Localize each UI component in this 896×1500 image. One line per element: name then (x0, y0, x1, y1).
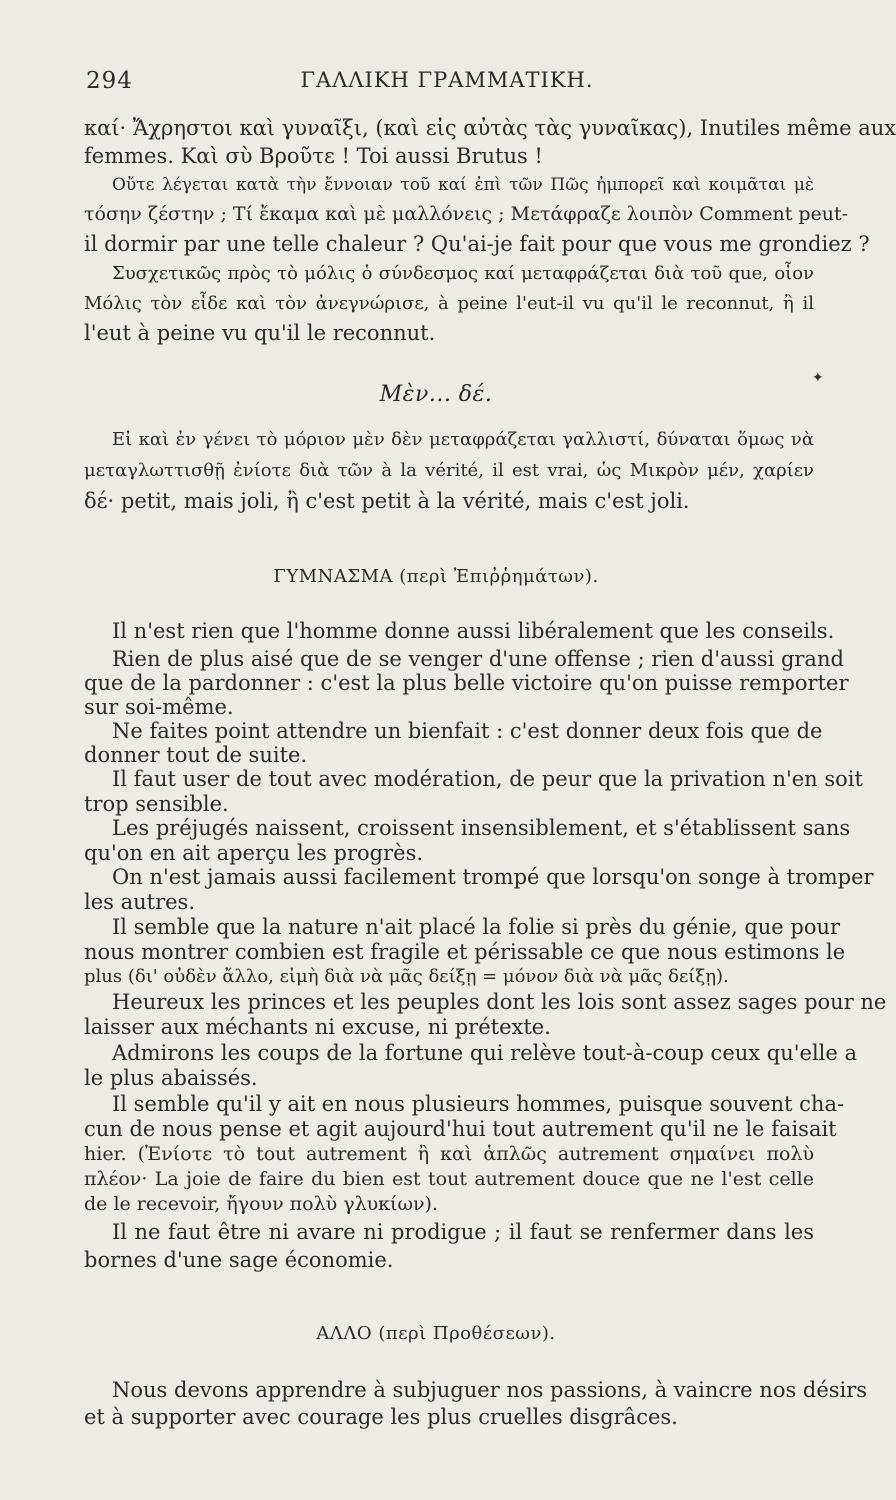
text-line: de le recevoir, ἤγουν πολὺ γλυκίων). (84, 1193, 438, 1215)
text-line: Εἰ καὶ ἐν γένει τὸ μόριον μὲν δὲν μεταφράζεται γαλλιστί, δύναται ὅμως νὰ (112, 429, 814, 450)
page-number: 294 (86, 68, 133, 94)
text-line: Il semble qu'il y ait en nous plusieurs hommes, puisque souvent cha- (112, 1092, 845, 1116)
text-line: sur soi-même. (84, 695, 234, 719)
text-line: plus (δι' οὐδὲν ἄλλο, εἰμὴ διὰ νὰ μᾶς δείξῃ = μόνον διὰ νὰ μᾶς δείξῃ). (84, 966, 729, 987)
text-line: On n'est jamais aussi facilement trompé que lorsqu'on songe à tromper (112, 865, 874, 889)
text-line: cun de nous pense et agit aujourd'hui tout autrement qu'il ne le faisait (84, 1117, 837, 1141)
text-line: καί· Ἄχρηστοι καὶ γυναῖξι, (καὶ εἰς αὐτὰς τὰς γυναῖκας), Inutiles même aux (84, 116, 896, 140)
text-line: τόσην ζέστην ; Τί ἔκαμα καὶ μὲ μαλλόνεις ; Μετάφραζε λοιπὸν Comment peut- (84, 203, 849, 225)
text-line: femmes. Καὶ σὺ Βροῦτε ! Toi aussi Brutus ! (84, 144, 543, 168)
text-line: Il faut user de tout avec modération, de peur que la privation n'en soit (112, 767, 863, 791)
text-line: le plus abaissés. (84, 1066, 258, 1090)
text-line: Nous devons apprendre à subjuguer nos passions, à vaincre nos désirs (112, 1378, 868, 1402)
text-line: l'eut à peine vu qu'il le reconnut. (84, 321, 436, 345)
text-line: Ne faites point attendre un bienfait : c'est donner deux fois que de (112, 719, 823, 743)
text-line: μεταγλωττισθῇ ἐνίοτε διὰ τῶν à la vérité, il est vrai, ὡς Μικρὸν μέν, χαρίεν (84, 460, 814, 481)
section-heading-exercise: ΓΥΜΝΑΣΜΑ (περὶ Ἐπιῤῥημάτων). (273, 566, 599, 587)
text-line: Les préjugés naissent, croissent insensiblement, et s'établissent sans (112, 816, 851, 840)
text-line: et à supporter avec courage les plus cruelles disgrâces. (84, 1405, 678, 1429)
text-line: Οὔτε λέγεται κατὰ τὴν ἔννοιαν τοῦ καί ἐπὶ τῶν Πῶς ἠμπορεῖ καὶ κοιμᾶται μὲ (112, 175, 814, 195)
text-line: πλέον· La joie de faire du bien est tout autrement douce que ne l'est celle (84, 1168, 814, 1190)
text-line: Heureux les princes et les peuples dont les lois sont assez sages pour ne (112, 990, 887, 1014)
text-line: les autres. (84, 890, 195, 914)
ink-mark: ✦ (812, 370, 824, 386)
text-line: hier. (Ἐνίοτε τὸ tout autrement ἢ καὶ ἁπλῶς autrement σημαίνει πολὺ (84, 1143, 814, 1165)
text-line: laisser aux méchants ni excuse, ni prétexte. (84, 1015, 551, 1039)
running-title: ΓΑΛΛΙΚΗ ΓΡΑΜΜΑΤΙΚΗ. (300, 68, 594, 92)
text-line: Il n'est rien que l'homme donne aussi libéralement que les conseils. (112, 619, 835, 643)
text-line: Μόλις τὸν εἶδε καὶ τὸν ἀνεγνώρισε, à peine l'eut-il vu qu'il le reconnut, ἢ il (84, 293, 814, 314)
section-heading-other: ΑΛΛΟ (περὶ Προθέσεων). (316, 1323, 556, 1344)
text-line: Il semble que la nature n'ait placé la folie si près du génie, que pour (112, 915, 841, 939)
text-line: qu'on en ait aperçu les progrès. (84, 841, 424, 865)
text-line: nous montrer combien est fragile et périssable ce que nous estimons le (84, 940, 846, 964)
text-line: donner tout de suite. (84, 743, 308, 767)
text-line: Admirons les coups de la fortune qui relève tout-à-coup ceux qu'elle a (112, 1041, 858, 1065)
section-heading-men-de: Μὲν... δέ. (379, 382, 493, 407)
text-line: Rien de plus aisé que de se venger d'une offense ; rien d'aussi grand (112, 647, 844, 671)
text-line: Συσχετικῶς πρὸς τὸ μόλις ὁ σύνδεσμος καί μεταφράζεται διὰ τοῦ que, οἷον (112, 263, 814, 284)
text-line: trop sensible. (84, 792, 229, 816)
text-line: bornes d'une sage économie. (84, 1248, 394, 1272)
page-header (82, 68, 812, 98)
text-line: δέ· petit, mais joli, ἢ c'est petit à la vérité, mais c'est joli. (84, 489, 690, 513)
text-line: il dormir par une telle chaleur ? Qu'ai-je fait pour que vous me grondiez ? (84, 232, 870, 256)
text-line: Il ne faut être ni avare ni prodigue ; il faut se renfermer dans les (112, 1220, 814, 1244)
text-line: que de la pardonner : c'est la plus belle victoire qu'on puisse remporter (84, 671, 849, 695)
